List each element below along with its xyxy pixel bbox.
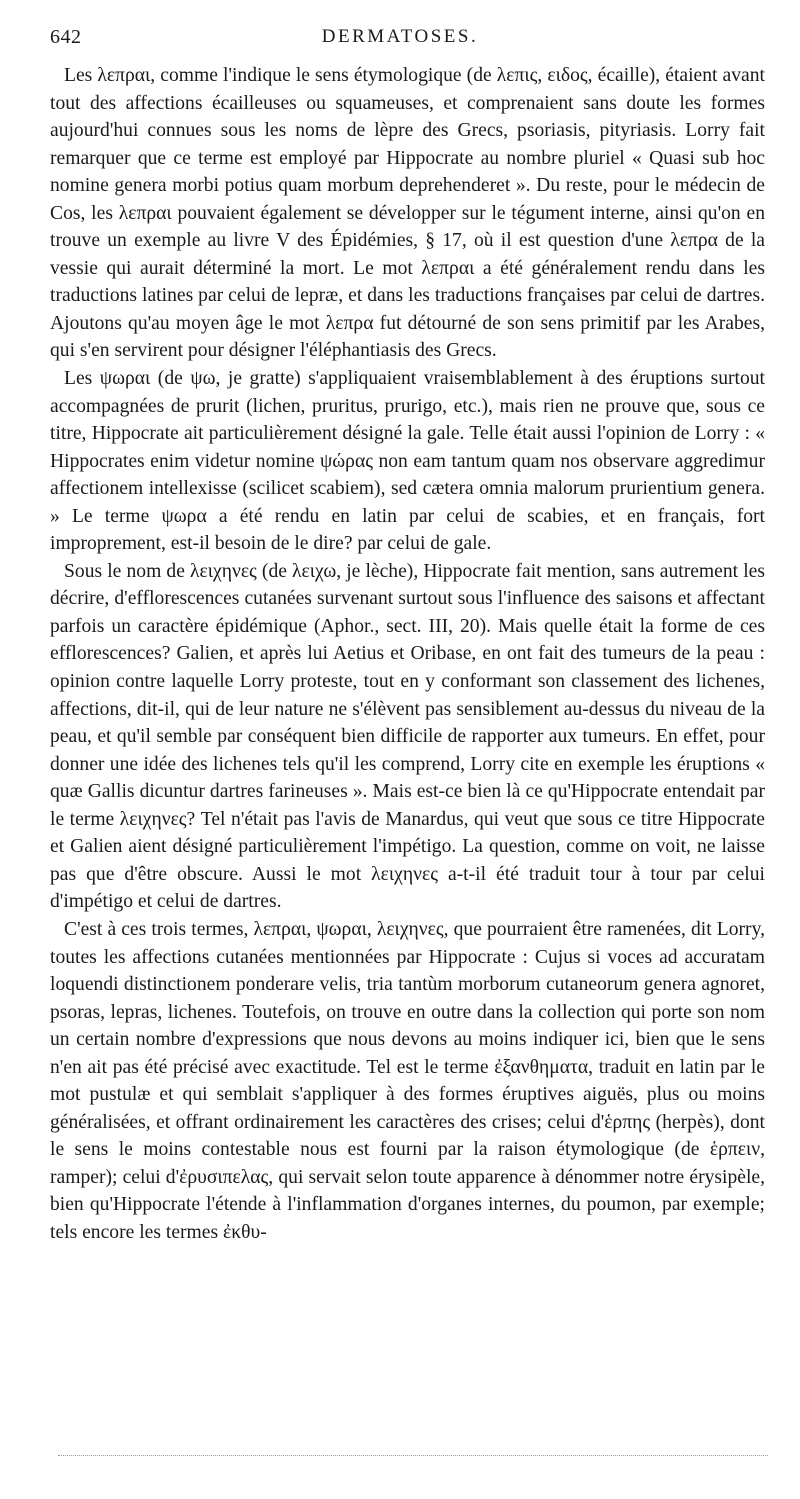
paragraph-other-terms: C'est à ces trois termes, λεπραι, ψωραι, λειχηνες, que pourraient être ramenées, dit Lorry, toutes les affections cutanées mentionnées par Hippocrate : Cujus si voces ad accuratam loquendi distinctionem ponderare velis, tria tantùm morborum cutaneorum genera agnoret, psoras, lepras, lichenes. Toutefois, on trouve en outre dans la collection qui porte son nom un certain nombre d'expressions que nous devons au moins indiquer ici, bien que le sens n'en ait pas été précisé avec exactitude. Tel est le terme ἐξανθηματα, traduit en latin par le mot pustulæ et qui semblait s'appliquer à des formes éruptives aiguës, plus ou moins généralisées, et offrant ordinairement les caractères des crises; celui d'ἑρπης (herpès), dont le sens le moins contestable nous est fourni par la raison étymologique (de ἑρπειν, ramper); celui d'ἐρυσιπελας, qui servait selon toute apparence à dénommer notre érysipèle, bien qu'Hippocrate l'étende à l'inflammation d'organes internes, du poumon, par exemple; tels encore les termes ἐκθυ-	[50, 918, 765, 1243]
paragraph-lepra: Les λεπραι, comme l'indique le sens étymologique (de λεπις, ειδος, écaille), étaient avant tout des affections écailleuses ou squameuses, et comprenaient sans doute les formes aujourd'hui connues sous les noms de lèpre des Grecs, psoriasis, pityriasis. Lorry fait remarquer que ce terme est employé par Hippocrate au nombre pluriel « Quasi sub hoc nomine genera morbi potius quam morbum deprehenderet ». Du reste, pour le médecin de Cos, les λεπραι pouvaient également se développer sur le tégument interne, ainsi qu'on en trouve un exemple au livre V des Épidémies, § 17, où il est question d'une λεπρα de la vessie qui aurait déterminé la mort. Le mot λεπραι a été généralement rendu dans les traductions latines par celui de lepræ, et dans les traductions françaises par celui de dartres. Ajoutons qu'au moyen âge le mot λεπρα fut détourné de son sens primitif par les Arabes, qui s'en servirent pour désigner l'éléphantiasis des Grecs.	[50, 65, 765, 362]
page-number: 642	[50, 26, 82, 48]
body-text	[50, 62, 765, 1247]
paragraph-psora: Les ψωραι (de ψω, je gratte) s'appliquaient vraisemblablement à des éruptions surtout accompagnées de prurit (lichen, pruritus, prurigo, etc.), mais rien ne prouve que, sous ce titre, Hippocrate ait particulièrement désigné la gale. Telle était aussi l'opinion de Lorry : « Hippocrates enim videtur nomine ψώρας non eam tantum quam nos observare aggredimur affectionem intellexisse (scilicet scabiem), sed cætera omnia malorum prurientium genera. » Le terme ψωρα a été rendu en latin par celui de scabies, et en français, fort improprement, est-il besoin de le dire? par celui de gale.	[50, 368, 765, 555]
running-title: DERMATOSES.	[321, 26, 479, 47]
footer-dotted-rule	[58, 1455, 768, 1456]
page-header	[50, 26, 750, 56]
paragraph-lichen: Sous le nom de λειχηνες (de λειχω, je lèche), Hippocrate fait mention, sans autrement les décrire, d'efflorescences cutanées survenant surtout sous l'influence des saisons et affectant parfois un caractère épidémique (Aphor., sect. III, 20). Mais quelle était la forme de ces efflorescences? Galien, et après lui Aetius et Oribase, en ont fait des tumeurs de la peau : opinion contre laquelle Lorry proteste, tout en y conformant son classement des lichenes, affections, dit-il, qui de leur nature ne s'élèvent pas sensiblement au-dessus du niveau de la peau, et qu'il semble par conséquent bien difficile de rapporter aux tumeurs. En effet, pour donner une idée des lichenes tels qu'il les comprend, Lorry cite en exemple les éruptions « quæ Gallis dicuntur dartres farineuses ». Mais est-ce bien là ce qu'Hippocrate entendait par le terme λειχηνες? Tel n'était pas l'avis de Manardus, qui veut que sous ce titre Hippocrate et Galien aient désigné particulièrement l'impétigo. La question, comme on voit, ne laisse pas que d'être obscure. Aussi le mot λειχηνες a-t-il été traduit tour à tour par celui d'impétigo et celui de dartres.	[50, 560, 765, 913]
